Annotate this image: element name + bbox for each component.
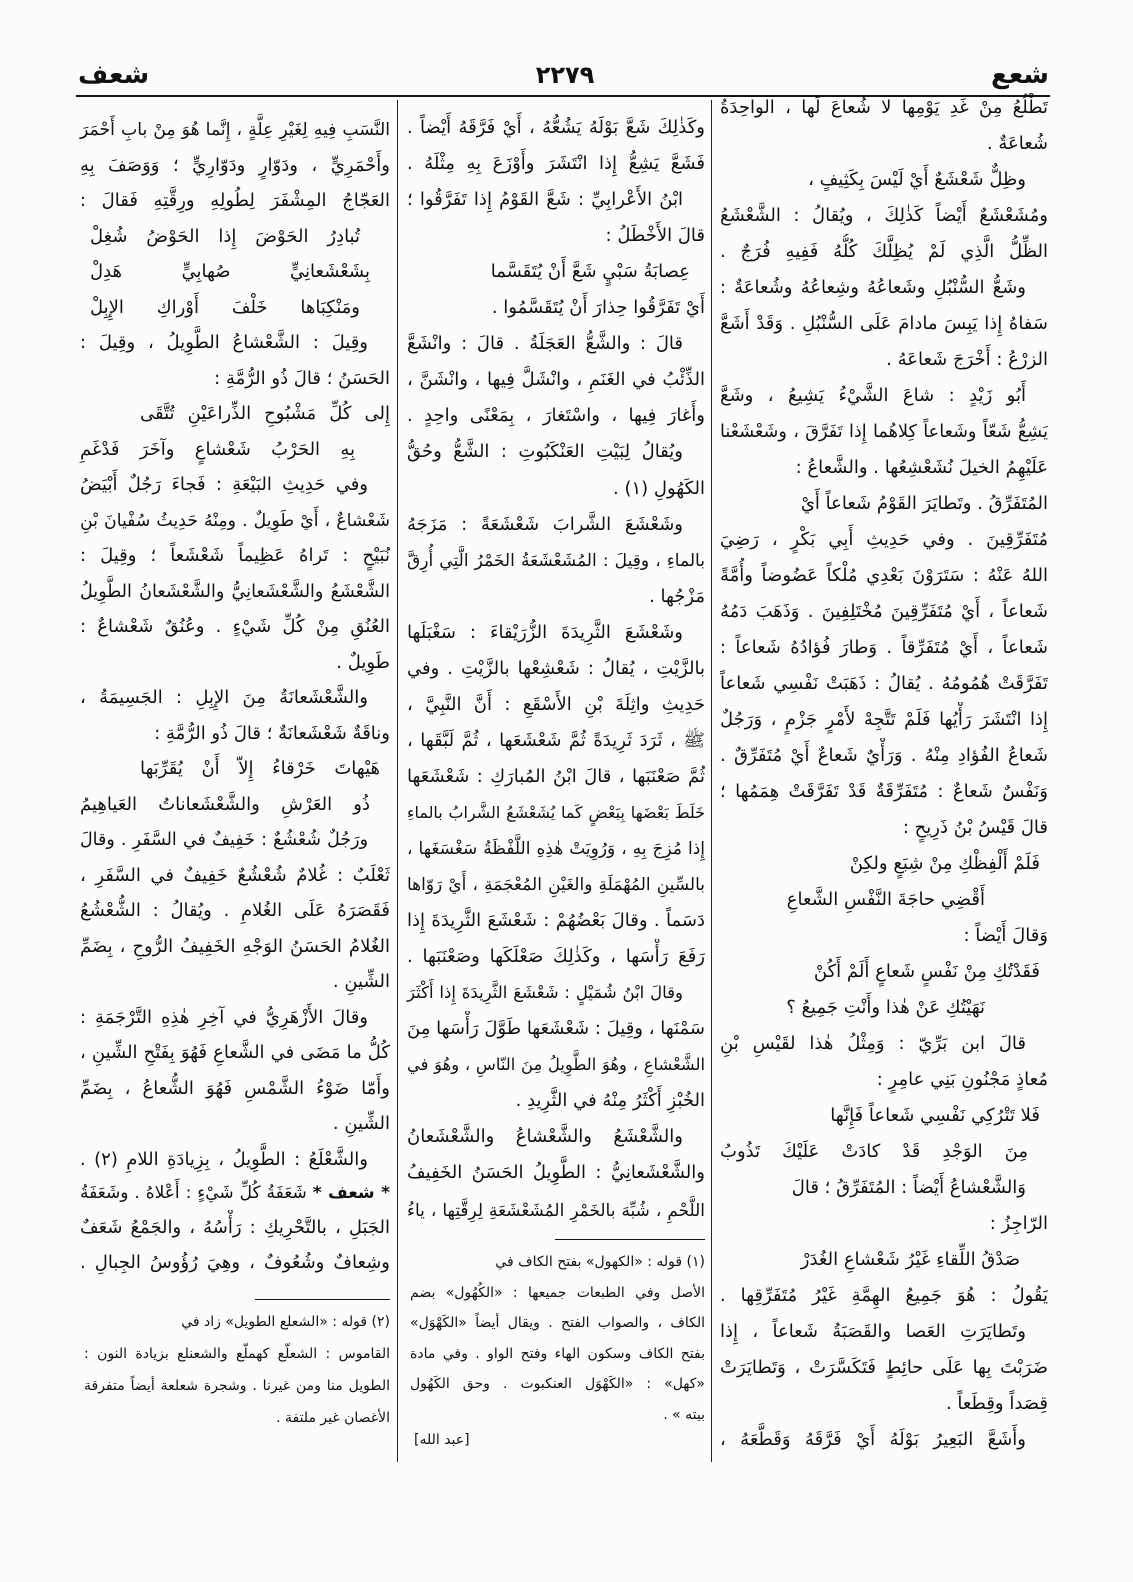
footnote-line-text: القاموس : الشعلّع كهملّع والشعنلع بزيادة النون : <box>84 1346 390 1362</box>
right-column-line-text: ضَرَبْتَ بِها عَلَى حائِطٍ فَتَكَسَّرَتْ ، وَتَطايَرَتْ <box>720 1357 1048 1378</box>
left-column-line-text: طَوِيلٌ . <box>336 651 390 673</box>
left-column-line <box>78 396 390 432</box>
middle-column-line-text: بالماءِ ، وقِيلَ : المُشَعْشَعَةُ الخَمْرُ الَّتِي أُرِقَّ <box>407 550 705 571</box>
middle-column-line <box>405 398 705 434</box>
middle-column-line-text: ﷺ ، ثَرَدَ ثَرِيدَةً ثُمَّ شَعْشَعَها ، ثُمَّ لَبَّقَها ، <box>407 729 705 751</box>
right-column-line <box>718 450 1048 486</box>
left-column-line <box>78 858 390 894</box>
middle-column-line-text: اللَّحْمِ ، شُبِّهَ بالخَمْرِ المُشَعْشَعَةِ لِرِقَّتِها ، ياءُ <box>407 1199 705 1220</box>
right-column-line-text: أَبُو زَيْدٍ : شاعَ الشَّيْءُ يَشِيعُ ، وشَعَّ <box>720 385 1026 406</box>
left-column-line <box>78 751 390 787</box>
middle-column-line-text: ابْنُ الأَعْرابِيِّ : شَعَّ القَوْمُ إِذا تَفَرَّقُوا ؛ <box>407 189 683 211</box>
right-column-line-text: وتَطايَرَتِ العَصا والقَصَبَةُ شَعاعاً ، إِذا <box>720 1321 1026 1342</box>
header-root-right: شعع <box>990 60 1049 90</box>
left-column-line-text: بِهِ الحَرْبُ شَعْشاعٍ وآخَرَ فَدْغَمِ <box>80 438 355 460</box>
middle-column-line <box>405 651 705 687</box>
right-column-line <box>718 1422 1048 1458</box>
right-column-line-text: يَقُولُ : هُوَ جَمِيعُ الهِمَّةِ غَيْرُ مُتَفَرِّقِها . <box>720 1285 1048 1306</box>
middle-column-line <box>405 687 705 723</box>
left-column-line-text: والشَّعْلَعُ : الطَّوِيلُ ، بِزِيادَةِ اللامِ (٢) . <box>80 1148 368 1170</box>
left-column-line <box>78 645 390 681</box>
left-column-line-text: الشِّينِ . <box>332 971 390 992</box>
footnote-rule-middle <box>555 1239 705 1240</box>
left-column-line <box>78 716 390 752</box>
middle-column-line-text: ثُمَّ صَعْنَبَها ، قالَ ابْنُ المُبارَكِ : شَعْشَعَها <box>407 765 705 787</box>
middle-column-line <box>405 1047 705 1083</box>
right-column-line-text: مُعاذٍ مَجْنُونِ بَنِي عامِرٍ : <box>876 1069 1048 1090</box>
left-column-line-text: نُبَيْحٍ : تَراهُ عَظِيماً شَعْشَعاً ؛ وقِيلَ : <box>80 545 390 566</box>
middle-column-line <box>405 218 705 254</box>
left-column-line-text: ذُو العَرْشِ والشَّعْشَعاناتُ العَياهِيمُ <box>80 793 370 815</box>
right-column-line <box>718 666 1048 702</box>
left-column-line <box>78 325 390 361</box>
left-column-line-text: فَقَصَرَهُ عَلَى الغُلامِ . ويُقالُ : الشُّعْشُعُ <box>80 900 390 921</box>
middle-column-line <box>405 615 705 651</box>
right-column-line <box>718 90 1048 126</box>
right-column-line <box>718 990 1048 1026</box>
middle-column-line-text: وكَذٰلِكَ شَعَّ بَوْلَهُ يَشُعُّهُ ، أَيْ فَرَّقَهُ أَيْضاً . <box>407 117 705 138</box>
middle-column-line <box>405 975 705 1011</box>
right-column-line-text: إِذا انْتَشَرَ رَأْيُها فَلَمْ تَتَّجِهْ لأَمْرٍ جَزْمٍ ، وَرَجُلٌ <box>720 709 1048 730</box>
left-column-line-text: شَعْشاعٌ ، أَيْ طَوِيلٌ . ومِنْهُ حَدِيثُ سُفْيانَ بْنِ <box>80 510 390 531</box>
footnote-line <box>82 1306 390 1338</box>
left-column-line <box>78 538 390 574</box>
right-column-line-text: صَدْقُ اللِّقاءِ غَيْرُ شَعْشاعِ الغُدَرْ <box>800 1249 1020 1270</box>
right-column-line <box>718 1134 1048 1170</box>
left-column-line <box>78 609 390 645</box>
left-column-line <box>78 148 390 184</box>
left-column-line <box>78 361 390 397</box>
footnote-line-text: (٢) قوله : «الشعلع الطويل» زاد في <box>181 1314 390 1330</box>
right-column-line-text: فَلا تَتْرُكِي نَفْسِي شَعاعاً فَإِنَّها <box>830 1105 1040 1126</box>
right-column-line-text: فَلَمْ أَلْفِظْكِ مِنْ شِبَعٍ ولكِنْ <box>849 853 1040 874</box>
left-column-line-text: وقِيلَ : الشَّعْشاعُ الطَّوِيلُ ، وقِيلَ : <box>80 332 368 353</box>
left-column-line-text: الحَسَنُ ؛ قالَ ذُو الرُّمَّةِ : <box>214 367 390 389</box>
right-column-line <box>718 1206 1048 1242</box>
right-column-line-text: شَعاعاً ، أَيْ مُتَفَرِّقِينَ مُخْتَلِفِينَ . وَذَهَبَ دَمُهُ <box>720 601 1048 622</box>
middle-column-line <box>405 471 705 507</box>
middle-column-line-text: ويُقالُ لِبَيْتِ العَنْكَبُوتِ : الشَّعُّ وحُقُّ <box>407 441 683 463</box>
left-column-line-text: وأَحْمَرِيٍّ ، ودَوّارٍ ودَوّارِيٍّ ؛ وَوَصَفَ بِهِ <box>80 154 390 176</box>
right-column-line <box>718 1350 1048 1386</box>
middle-column-line-text: الكَهُولِ (١) . <box>613 477 705 499</box>
middle-column-line-text: قالَ الأَخْطَلُ : <box>605 225 705 247</box>
footnote-line <box>408 1369 705 1400</box>
left-column-line <box>78 893 390 929</box>
middle-column-line <box>405 1119 705 1155</box>
right-column-line <box>718 486 1048 522</box>
middle-column-line-text: الخُبْزِ أَكْثَرُ مِنْهُ في الثَّرِيدِ . <box>515 1090 705 1112</box>
right-column-line <box>718 882 1048 918</box>
left-column-line-text: وفي حَدِيثِ البَيْعَةِ : فَجاءَ رَجُلٌ أَبْيَضُ <box>80 474 368 495</box>
right-column-line <box>718 378 1048 414</box>
middle-column-line-text: قالَ : والشَّعُّ العَجَلَةُ . قالَ : وانْشَعَّ <box>407 333 683 355</box>
right-column-line-text: الظِّلُّ الَّذِي لَمْ يُظِلَّكَ كُلُّهُ فَفِيهِ فُرَجٌ . <box>720 241 1048 262</box>
middle-column-line <box>405 507 705 543</box>
right-column-line-text: يَشِعُّ شَعّاً وشَعاعاً كِلاهُما إِذا تَفَرَّقَ ، وشَعْشَعْنا <box>720 422 1048 442</box>
right-column-line <box>718 954 1048 990</box>
middle-column-line <box>405 326 705 362</box>
middle-column-line <box>405 146 705 182</box>
footnote-line-text: الأصل وفي الطبعات جميعها : «الكُهُول» بضم <box>410 1284 705 1301</box>
right-column-line <box>718 1242 1048 1278</box>
right-column-line <box>718 1026 1048 1062</box>
middle-column-line <box>405 1155 705 1191</box>
middle-column-line-text: أَيْ تَفَرَّقُوا حِذارَ أَنْ يُتَقَسَّمُوا . <box>491 297 705 319</box>
right-column-line-text: وظِلٌّ شَعْشَعٌ أَيْ لَيْسَ بِكَثِيفٍ ، <box>808 169 1026 190</box>
footnote-line-text: «كهل» : «الكَهْوَل العنكبوت . وحق الكَهُول <box>410 1376 705 1392</box>
middle-column-line-text: وشَعْشَعَ الشَّرابَ شَعْشَعَةً : مَزَجَهُ <box>407 513 683 535</box>
right-column-line-text: قالَ ابن بَرِّيّ : وَمِثْلُ هٰذا لقَيْسِ بْنِ <box>720 1033 1026 1054</box>
middle-column-line-text: والشَّعْشَعُ والشَّعْشاعُ والشَّعْشَعانُ <box>407 1126 683 1148</box>
footnote-line-text: الطويل منا ومن غيرنا . وشجرة شعلعة أيضاً متفرقة <box>84 1378 390 1394</box>
right-column-line <box>718 1062 1048 1098</box>
right-column-line <box>718 702 1048 738</box>
right-column-line-text: المُتَفَرِّقُ . وتَطايَرَ القَوْمُ شَعاعاً أَيْ <box>800 493 1048 514</box>
right-column-line <box>718 198 1048 234</box>
right-column-line-text: وَقالَ أَيْضاً : <box>963 925 1048 946</box>
right-column-line-text: الزرْعُ : أَخْرَجَ شَعاعَهُ . <box>886 349 1048 370</box>
left-column-line-text: الشِّينِ . <box>332 1113 390 1134</box>
footnote-line <box>408 1278 705 1309</box>
left-column-line <box>78 290 390 326</box>
middle-column-line-text: خَلَطَ بَعْضَها بِبَعْضٍ كَما يُشَعْشَعُ الشَّرابُ بالماءِ <box>407 802 705 822</box>
footnote-line <box>82 1402 390 1434</box>
middle-column-line <box>405 543 705 579</box>
left-column-line <box>78 1071 390 1107</box>
footnote-line <box>82 1370 390 1402</box>
right-column-line-text: مُتَفَرِّقِينَ . وفي حَدِيثِ أَبِي بَكْرٍ ، رَضِيَ <box>720 529 1048 550</box>
entry-headword: * شعف * <box>312 1183 390 1203</box>
left-column-line-text: كُلُّ ما مَضَى في الشَّعاعِ فَهُوَ بِفَتْحِ الشِّينِ ، <box>80 1042 390 1063</box>
right-column-line-text: اللهُ عَنْهُ : سَتَرَوْنَ بَعْدِي مُلْكاً عَضُوضاً وأُمَّةً <box>720 565 1048 586</box>
entry-shaaf-line <box>78 1245 390 1280</box>
right-column-line-text: وَنَفْسٌ شَعاعٌ : مُتَفَرِّقَةٌ قَدْ تَفَرَّقَتْ هِمَمُها ؛ <box>720 781 1048 802</box>
right-column-line <box>718 738 1048 774</box>
middle-column-line <box>405 182 705 218</box>
middle-column-line-text: وشَعْشَعَ الثَّرِيدَةَ الزُّرَيْقاءَ : سَغْبَلَها <box>407 621 683 643</box>
right-column-line-text: شَعاعاً ، أَيْ مُتَفَرِّقاً . وَطارَ فُؤادُهُ شَعاعاً : <box>720 637 1048 658</box>
left-column-line <box>78 574 390 610</box>
right-column-line <box>718 1098 1048 1134</box>
right-column-line-text: نَهَيْتُكِ عَنْ هٰذا وأَنْتِ جَمِيعُ ؟ <box>786 997 985 1018</box>
left-column-line <box>78 929 390 965</box>
middle-column-line <box>405 795 705 831</box>
middle-column-line <box>405 362 705 398</box>
left-column-line-text: النَّسَبِ فِيهِ لِغَيْرِ عِلَّةٍ ، إِنَّما هُوَ مِنْ بابِ أَحْمَرَ <box>80 120 390 140</box>
left-column-line-text: وقالَ الأَزْهَرِيُّ في آخِرِ هٰذِهِ التَّرْجَمَةِ : <box>80 1006 368 1028</box>
header-root-left: شعف <box>78 60 150 90</box>
left-column-line-text: العَجّاجُ المِشْفَرَ لِطُولِهِ ورِقَّتِهِ فَقالَ : <box>80 190 390 211</box>
right-column-line-text: أَقْضِي حاجَةَ النَّفْسِ الشَّعاعِ <box>786 889 985 910</box>
page-number: ٢٢٧٩ <box>535 61 595 89</box>
right-column-line <box>718 306 1048 342</box>
right-column-line <box>718 126 1048 162</box>
middle-column-line <box>405 723 705 759</box>
middle-column-line <box>405 903 705 939</box>
right-column-line <box>718 1170 1048 1206</box>
right-column-line-text: مِنَ الوَجْدِ قَدْ كادَتْ عَلَيْكَ تَذُوبُ <box>720 1141 1028 1162</box>
middle-column-line-text: مَزْجُها . <box>649 585 705 607</box>
middle-column-line <box>405 1083 705 1119</box>
right-column-line-text: تَفَرَّقَتْ هُمُومُهُ . يُقالُ : ذَهَبَتْ نَفْسِي شَعاعاً <box>720 673 1048 694</box>
left-column-line-text: العُنُقِ مِنْ كُلِّ شَيْءٍ . وعُنُقٌ شَعْشاعٌ : <box>80 616 390 637</box>
middle-column-line-text: دَسَماً . وقالَ بَعْضُهُمْ : شَعْشَعَ الثَّرِيدَةَ إِذا <box>407 910 705 932</box>
middle-column-line-text: وقالَ ابْنُ شُمَيْلٍ : شَعْشَعَ الثَّرِيدَةَ إِذا أَكْثَرَ <box>407 983 683 1003</box>
left-column-line <box>78 1000 390 1036</box>
left-column-line <box>78 1142 390 1178</box>
footnote-rule-left <box>255 1299 390 1300</box>
footnote-line <box>408 1339 705 1370</box>
left-column-line <box>78 680 390 716</box>
left-column-line-text: ورَجُلٌ شُعْشُعٌ : خَفِيفٌ في السَّفَرِ . وقالَ <box>80 830 368 850</box>
middle-column-line-text: بالزَّيْتِ ، يُقالُ : شَعْشِعْها بالزَّيْتِ . وفي <box>407 657 705 679</box>
middle-column-line-text: سَمْنَها ، وقِيلَ : شَعْشَعَها طَوَّلَ رَأْسَها مِنَ <box>407 1018 705 1040</box>
footnote-line <box>408 1247 705 1278</box>
right-column-line <box>718 558 1048 594</box>
editor-signature: [عبد الله] <box>414 1432 470 1448</box>
middle-column-line <box>405 939 705 975</box>
footnote-line-text: بيته » . <box>663 1406 705 1423</box>
left-column-line <box>78 219 390 255</box>
footnote-line <box>408 1400 705 1431</box>
middle-column-line <box>405 831 705 867</box>
right-column-line <box>718 918 1048 954</box>
middle-column-line <box>405 579 705 615</box>
middle-column-line-text: عِصابَةُ سَبْيٍ شَعَّ أَنْ يُتَقَسَّما <box>490 261 690 283</box>
footnote-line-text: الأغصان غير ملتفة . <box>276 1410 390 1426</box>
footnote-line <box>408 1308 705 1339</box>
middle-column-line-text: حَدِيثِ واثِلَةَ بْنِ الأَسْقَعِ : أَنَّ النَّبِيَّ ، <box>407 693 705 715</box>
middle-column-line-text: فَشَعَّ يَشِعُّ إِذا انْتَشَرَ وأَوْزَعَ بِهِ مِثْلَهُ . <box>407 153 705 175</box>
column-divider-right <box>711 100 712 1462</box>
middle-column-line <box>405 110 705 146</box>
right-column-line-text: سَفاهُ إِذا يَبِسَ مادامَ عَلَى السُّنْبُلِ . وَقَدْ أَشَعَّ <box>720 313 1048 334</box>
left-column-line-text: إِلى كُلِّ مَشْبُوحِ الذِّراعَيْنِ تُتَّقَى <box>140 403 390 424</box>
left-column-line <box>78 432 390 468</box>
middle-column-line-text: والشَّعْشَعانِيُّ : الطَّوِيلُ الحَسَنُ الخَفِيفُ <box>407 1162 705 1184</box>
right-column-line-text: تَطْلُعُ مِنْ غَدِ يَوْمِها لا شُعاعَ لَها ، الواحِدَةُ <box>720 97 1048 118</box>
left-column-line-text: بِشَعْشَعانِيٍّ صُهابِيٍّ هَدِلْ <box>90 261 370 282</box>
left-column-line <box>78 254 390 290</box>
left-column-line <box>78 467 390 503</box>
right-column-line <box>718 846 1048 882</box>
right-column-line <box>718 630 1048 666</box>
left-column-line-text: ثَعْلَبٌ : غُلامٌ شُعْشُعٌ خَفِيفٌ في السَّفَرِ ، <box>80 864 390 886</box>
middle-column-line-text: الذِّئْبُ في الغَنَمِ ، وانْشَلَّ فِيها ، وانْشَنَّ ، <box>407 369 705 391</box>
left-column-line <box>78 112 390 148</box>
right-column-line <box>718 774 1048 810</box>
left-column-line <box>78 964 390 1000</box>
left-column-line <box>78 503 390 539</box>
right-column-line-text: قِصَداً وقِطَعاً . <box>945 1393 1048 1414</box>
middle-column-line-text: رَفَعَ رَأْسَها ، وكَذٰلِكَ صَعْلَكَها وصَعْنَبَها . <box>407 946 705 968</box>
middle-column-line <box>405 1192 705 1228</box>
left-column-line <box>78 1035 390 1071</box>
entry-shaaf-line-text: شَعَفَةُ كُلِّ شَيْءٍ : أَعْلاهُ . وشَعَفَةُ <box>80 1183 307 1203</box>
footnote-line <box>82 1338 390 1370</box>
middle-column-line <box>405 759 705 795</box>
right-column-line <box>718 810 1048 846</box>
right-column-line <box>718 234 1048 270</box>
left-column-line-text: وناقَةٌ شَعْشَعانَةٌ ؛ قالَ ذُو الرُّمَّةِ : <box>154 722 390 744</box>
footnote-line-text: بفتح الكاف وسكون الهاء وفتح الواو . وفي مادة <box>410 1345 705 1362</box>
left-column-line-text: ومَنْكِبَاها خَلْفَ أَوْراكِ الإِبِلْ <box>90 296 360 318</box>
right-column-line <box>718 1314 1048 1350</box>
right-column-line <box>718 162 1048 198</box>
right-column-line-text: قالَ قَيْسُ بْنُ ذَرِيحٍ : <box>902 817 1048 838</box>
entry-shaaf-line-text: وشِعافٌ وشُعُوفٌ ، وهِيَ رُؤُوسُ الجِبالِ . <box>80 1252 390 1273</box>
left-column-line-text: وأَمّا ضَوْءُ الشَّمْسِ فَهُوَ الشُّعاعُ ، بِضَمِّ <box>80 1077 390 1099</box>
right-column-line <box>718 1386 1048 1422</box>
footnote-line-text: (١) قوله : «الكهول» بفتح الكاف في <box>495 1254 705 1270</box>
middle-column-line <box>405 867 705 903</box>
right-column-line <box>718 1278 1048 1314</box>
middle-column-line <box>405 434 705 470</box>
right-column-line <box>718 270 1048 306</box>
left-column-line <box>78 787 390 823</box>
middle-column-line-text: وأَغارَ فِيها ، واسْتَغارَ ، بِمَعْنًى واحِدٍ . <box>407 405 705 427</box>
right-column-line <box>718 342 1048 378</box>
right-column-line-text: وَالشَّعْشاعُ أَيْضاً : المُتَفَرِّقُ ؛ قالَ <box>791 1177 1026 1198</box>
entry-shaaf-line <box>78 1175 390 1210</box>
right-column-line-text: وشَعُّ السُّنْبُلِ وشَعاعُهُ وشِعاعُهُ وشُعاعَةٌ : <box>720 277 1026 298</box>
middle-column-line-text: إِذا مُزِجَ بِهِ ، وَرُوِيَتْ هٰذِهِ اللَّفْظَةُ سَغْسَغَها ، <box>407 839 705 859</box>
right-column-line-text: الرّاجِزُ : <box>989 1213 1048 1234</box>
left-column-line <box>78 822 390 858</box>
left-column-line-text: هَيْهاتَ خَرْقاءُ إِلاّ أَنْ يُقَرِّبَها <box>140 758 380 779</box>
middle-column-line <box>405 254 705 290</box>
right-column-line-text: فَقَدْتُكِ مِنْ نَفْسٍ شَعاعٍ أَلَمْ أَكُنْ <box>813 961 1040 982</box>
footnote-line-text: الكاف ، والصواب الفتح . ويقال أيضاً «الكَهْوَل» <box>410 1315 705 1331</box>
right-column-line <box>718 522 1048 558</box>
middle-column-line <box>405 290 705 326</box>
entry-shaaf-line <box>78 1210 390 1245</box>
right-column-line <box>718 414 1048 450</box>
left-column-line-text: الغُلامُ الحَسَنُ الوَجْهِ الخَفِيفُ الرُّوحِ ، بِضَمِّ <box>80 935 390 957</box>
middle-column-line-text: الشَّعْشاعِ ، وهُوَ الطَّوِيلُ مِنَ النّاسِ ، وهُوَ في <box>407 1055 705 1075</box>
right-column-line-text: وأَشَعَّ البَعِيرُ بَوْلَهُ أَيْ فَرَّقَهُ وَقَطَّعَهُ ، <box>720 1429 1026 1450</box>
middle-column-line <box>405 1011 705 1047</box>
left-column-line <box>78 1106 390 1142</box>
left-column-line-text: الشَّعْشَعُ والشَّعْشَعانِيُّ والشَّعْشَعانُ الطَّوِيلُ <box>80 581 390 602</box>
right-column-line-text: شَعاعُ الفُؤادِ مِنْهُ . وَرَأْيٌ شَعاعٌ أَيْ مُتَفَرِّقٌ . <box>720 745 1048 766</box>
middle-column-line-text: بالسِّينِ المُهْمَلَةِ والغَيْنِ المُعْجَمَةِ ، أَيْ رَوّاها <box>407 875 705 896</box>
entry-shaaf-line-text: الجَبَلِ ، بالتَّحْرِيكِ : رَأْسُهُ ، والجَمْعُ شَعَفٌ <box>80 1217 390 1238</box>
right-column-line-text: شُعاعَةٌ . <box>986 133 1048 154</box>
right-column-line-text: ومُشَعْشَعٌ أَيْضاً كَذٰلِكَ ، ويُقالُ : الشَّعْشَعُ <box>720 205 1048 226</box>
left-column-line-text: والشَّعْشَعانَةُ مِنَ الإِبِلِ : الجَسِيمَةُ ، <box>80 687 368 708</box>
right-column-line-text: عَلَيْهِمُ الخيلَ نُشَعْشِعُها . والشَّعاعُ : <box>795 457 1048 478</box>
left-column-line-text: تُبادِرُ الحَوْضَ إِذا الحَوْضُ شُغِلْ <box>90 225 360 247</box>
column-divider-left <box>397 100 398 1462</box>
left-column-line <box>78 183 390 219</box>
right-column-line <box>718 594 1048 630</box>
